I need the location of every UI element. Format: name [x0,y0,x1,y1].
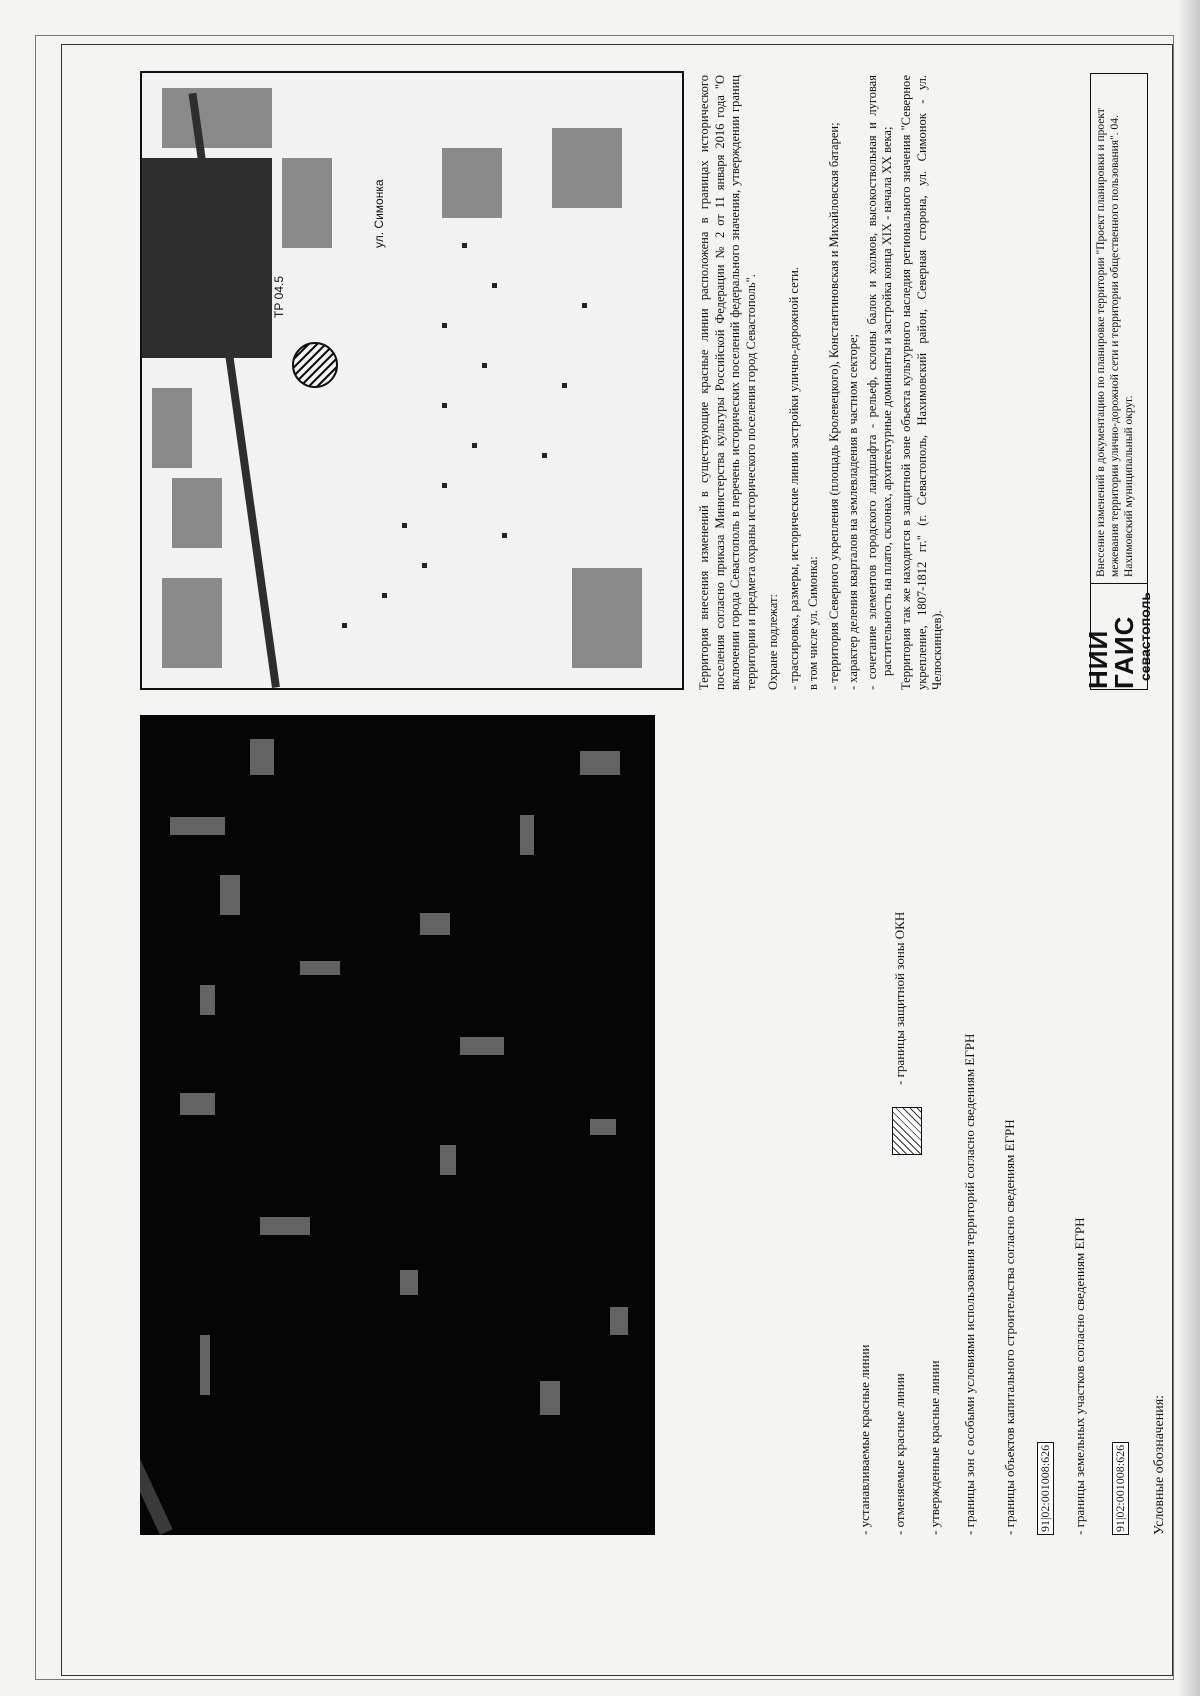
drawing-frame [61,44,1173,1676]
legend-title: Условные обозначения: [1152,1394,1167,1535]
aerial-photo [140,715,655,1535]
description-bullet: - трассировка, размеры, исторические линии застройки улично-дорожной сети. [787,267,802,690]
title-block-text: Внесение изменений в документацию по планировке территории "Проект планировки и проект межевания территории улично-дорожной сети и территории общественного пользования". 04. Нахимовский муниципальный округ. [1095,108,1135,577]
legend-item-land-plots: - границы земельных участков согласно сведениям ЕГРН [1072,1217,1087,1535]
legend-item-cancelled-red-lines: - отменяемые красные линии [892,1373,907,1535]
cadastral-label-sample-2: 91|02:001008:626 [1037,1442,1054,1535]
organization-logo: НИИ ГАИС севастополь [1091,583,1147,689]
outer-frame [35,35,1174,1680]
legend-item-special-zones: - границы зон с особыми условиями использования территорий согласно сведениям ЕГРН [962,1033,977,1535]
description-paragraph: Территория внесения изменений в существующие красные линии расположена в границах исторического поселения согласно приказа Министерства культуры Российской Федерации № 2 от 11 января 2016 года "О включении города Севастополь в перечень исторических поселений федерального значения, утверждении границ территории и предмета охраны исторического поселения город Севастополь". [697,75,758,690]
legend-item-approved-red-lines: - утвержденные красные линии [927,1360,942,1535]
title-block [1083,73,1153,690]
description-paragraph: Охране подлежат: [765,594,780,690]
legend-hatch-symbol [892,1107,922,1155]
legend-item-new-red-lines: - устанавливаемые красные линии [857,1344,872,1535]
street-map [140,71,684,690]
description-paragraph: Территория так же находится в защитной зоне объекта культурного наследия регионального значения "Северное укрепление, 1807-1812 гг." (г. Севастополь, Нахимовский район, Северная сторона, ул. Симонок - ул. Челюскинцев). [898,75,945,690]
page-edge [1178,0,1200,1696]
cadastral-label-sample: 91|02:001008:626 [1112,1442,1129,1535]
street-label: ул. Симонка [372,179,386,248]
sector-label: ТР 04.5 [272,275,286,318]
legend-item-buildings: - границы объектов капитального строительства согласно сведениям ЕГРН [1002,1119,1017,1535]
description-paragraph: в том числе ул. Симонка: [805,556,820,690]
protection-zone-circle [292,342,338,388]
description-bullet: - характер деления кварталов на землевладения в частном секторе; [846,333,860,690]
description-bullet: - сочетание элементов городского ландшафта - рельеф, склоны балок и холмов, высокоствольная и луговая растительность на плато, склонах, архитектурные доминанты и застройка конца XIX - начала XX века; [864,75,895,690]
rotated-drawing-content [62,45,1172,1675]
legend-item-protection-zone: - границы защитной зоны ОКН [892,911,907,1085]
description-bullet: - территория Северного укрепления (площадь Кролевецкого), Константиновская и Михайловская батареи; [827,122,842,690]
description-text [697,75,952,690]
